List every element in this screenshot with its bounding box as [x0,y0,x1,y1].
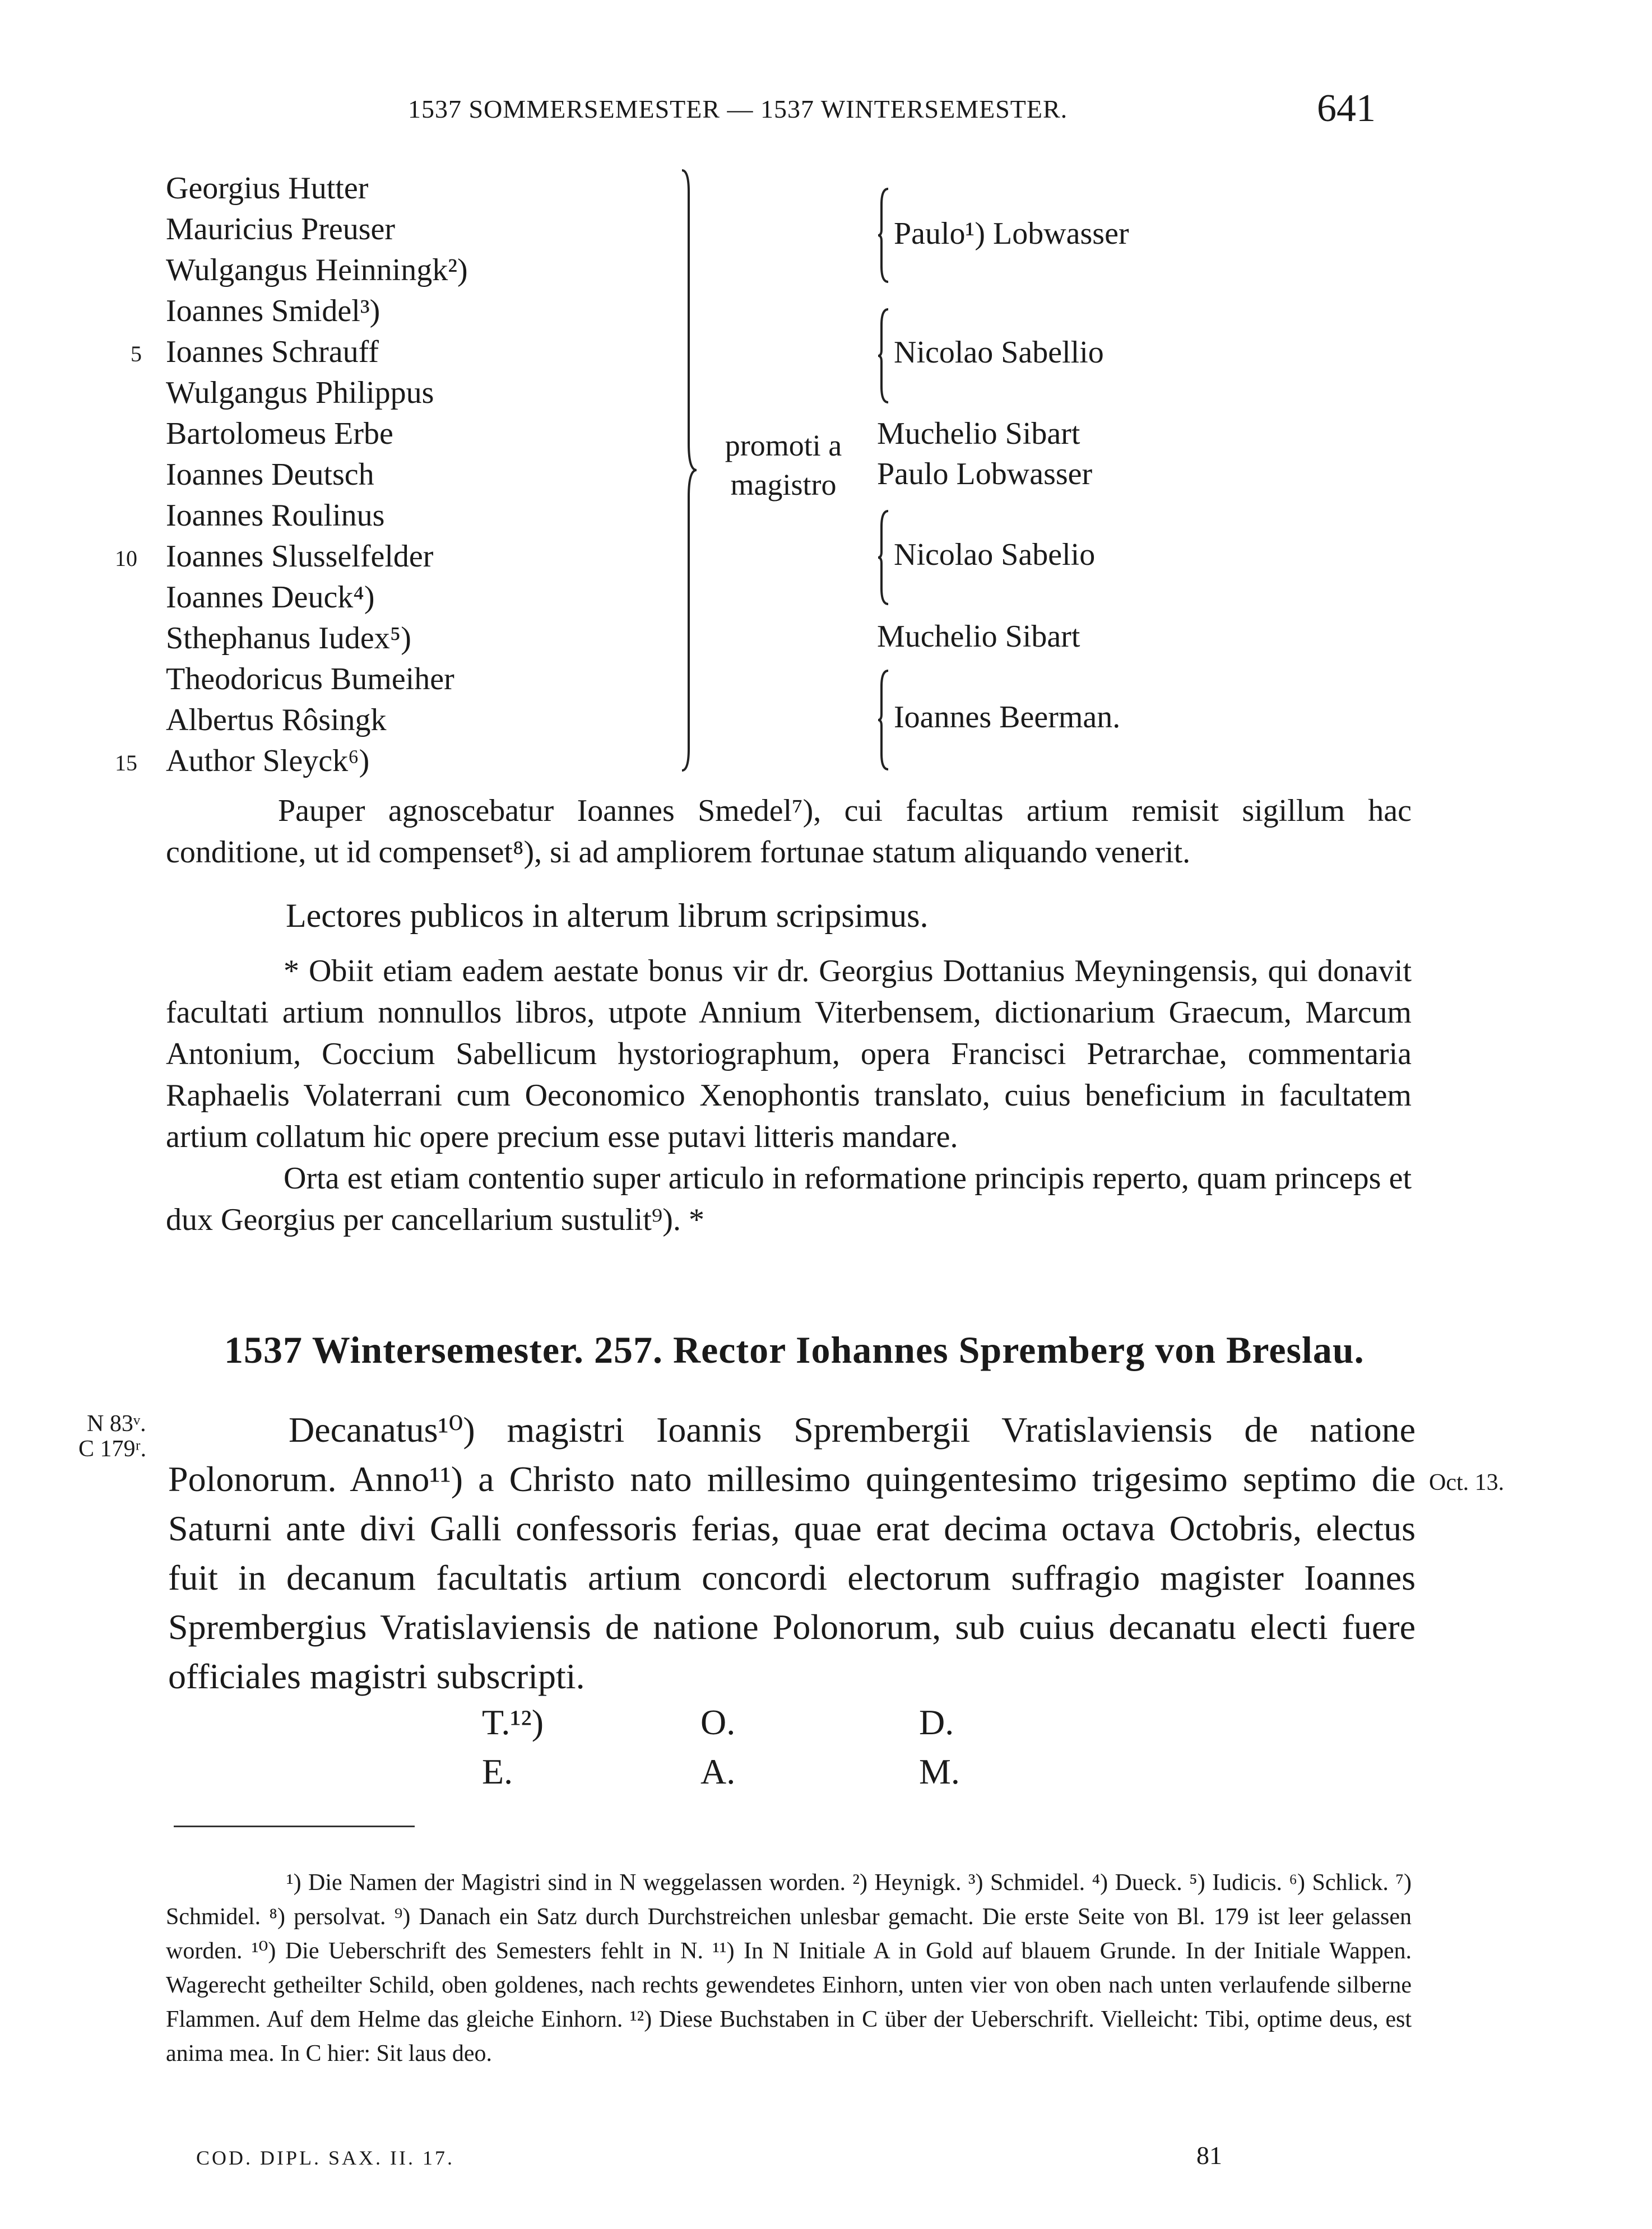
margin-date: Oct. 13. [1429,1470,1505,1496]
examiner-name: Nicolao Sabelio [894,537,1096,572]
table-cell: M. [919,1752,960,1791]
examiner-name: Muchelio Sibart [877,416,1080,451]
list-item: Wulgangus Philippus [166,375,434,410]
sheet-number: 81 [1196,2141,1222,2170]
table-cell: O. [700,1702,736,1742]
officials-table [482,1698,960,1796]
footnote-rule [174,1826,415,1827]
list-item: Ioannes Deutsch [166,457,374,492]
decanatus-paragraph: Decanatus¹⁰) magistri Ioannis Sprembergii Vratislaviensis de natione Polonorum. Anno¹¹) a Christo nato millesimo quingentesimo trigesimo septimo die Saturni ante divi Galli confessoris ferias, quae erat decima octava Octobris, electus fuit in decanum facultatis artium concordi electorum suffragio magister Ioannes Sprembergius Vratislaviensis de natione Polonorum, sub cuius decanatu electi fuere officiales magistri subscripti. [168,1410,1416,1696]
left-brace-icon [877,188,890,283]
left-brace-icon [877,510,890,605]
examiner-name: Ioannes Beerman. [894,700,1121,735]
footer-signature: COD. DIPL. SAX. II. 17. [196,2147,454,2169]
pauper-note: Pauper agnoscebatur Ioannes Smedel⁷), cui facultas artium remisit sigillum hac conditione, ut id compenset⁸), si ad ampliorem fortunae statum aliquando venerit. [166,793,1412,870]
table-cell: D. [919,1702,954,1742]
margin-note-c: C 179ʳ. [78,1436,147,1462]
page-header [0,84,1652,129]
table-cell: T.¹²) [482,1702,544,1742]
list-item: Ioannes Roulinus [166,498,385,533]
line-number-10: 10 [115,546,137,571]
line-number-15: 15 [115,750,137,775]
list-item: Ioannes Deuck⁴) [166,580,375,615]
list-item: Albertus Rôsingk [166,703,387,737]
line-number-5: 5 [131,341,142,366]
table-cell: E. [482,1752,513,1791]
left-brace-icon [877,670,890,770]
list-item: Sthephanus Iudex⁵) [166,621,411,656]
examiner-name: Muchelio Sibart [877,619,1080,654]
list-item: Ioannes Schrauff [166,335,379,369]
table-cell: A. [700,1752,736,1791]
running-head: 1537 SOMMERSEMESTER — 1537 WINTERSEMESTER. [408,95,1068,123]
margin-note-n: N 83ᵛ. [87,1411,146,1437]
obiit-paragraph: * Obiit etiam eadem aestate bonus vir dr. Georgius Dottanius Meyningensis, qui donavit facultati artium nonnullos libros, utpote Annium Viterbensem, dictionarium Graecum, Marcum Antonium, Coccium Sabellicum hystoriographum, opera Francisci Petrarchae, commentaria Raphaelis Volaterrani cum Oeconomico Xenophontis translato, cuius beneficium in facultatem artium collatum hic opere precium esse putavi litteris mandare. [166,954,1412,1154]
list-item: Author Sleyck⁶) [166,744,370,778]
left-brace-icon [877,308,890,403]
table-row [482,1747,960,1796]
promoti-label: promoti a magistro [725,429,842,501]
orta-paragraph: Orta est etiam contentio super articulo in reformatione principis reperto, quam princeps et dux Georgius per cancellarium sustulit⁹). * [166,1161,1412,1237]
promotion-names-list [166,168,468,782]
list-item: Georgius Hutter [166,171,369,206]
list-item: Theodoricus Bumeiher [166,662,454,696]
lectores-note: Lectores publicos in alterum librum scripsimus. [286,897,929,934]
examiner-name: Paulo Lobwasser [877,457,1093,491]
semester-heading: 1537 Wintersemester. 257. Rector Iohannes Spremberg von Breslau. [224,1329,1365,1371]
examiner-name: Paulo¹) Lobwasser [894,216,1129,251]
list-item: Mauricius Preuser [166,212,396,247]
list-item: Ioannes Slusselfelder [166,539,434,574]
table-row [482,1698,960,1747]
footnotes: ¹) Die Namen der Magistri sind in N weggelassen worden. ²) Heynigk. ³) Schmidel. ⁴) Dueck. ⁵) Iudicis. ⁶) Schlick. ⁷) Schmidel. ⁸) persolvat. ⁹) Danach ein Satz durch Durchstreichen unlesbar gemacht. Die erste Seite von Bl. 179 ist leer gelassen worden. ¹⁰) Die Ueberschrift des Semesters fehlt in N. ¹¹) In N Initiale A in Gold auf blauem Grunde. In der Initiale Wappen. Wagerecht getheilter Schild, oben goldenes, nach rechts gewendetes Einhorn, unten vier von oben nach unten verlaufende silberne Flammen. Auf dem Helme das gleiche Einhorn. ¹²) Diese Buchstaben in C über der Ueberschrift. Vielleicht: Tibi, optime deus, est anima mea. In C hier: Sit laus deo. [166,1870,1412,2067]
list-item: Bartolomeus Erbe [166,416,393,451]
list-item: Ioannes Smidel³) [166,294,380,328]
page-number: 641 [1317,87,1376,130]
examiner-name: Nicolao Sabellio [894,335,1104,370]
list-item: Wulgangus Heinningk²) [166,253,468,287]
right-brace-icon [681,169,698,772]
